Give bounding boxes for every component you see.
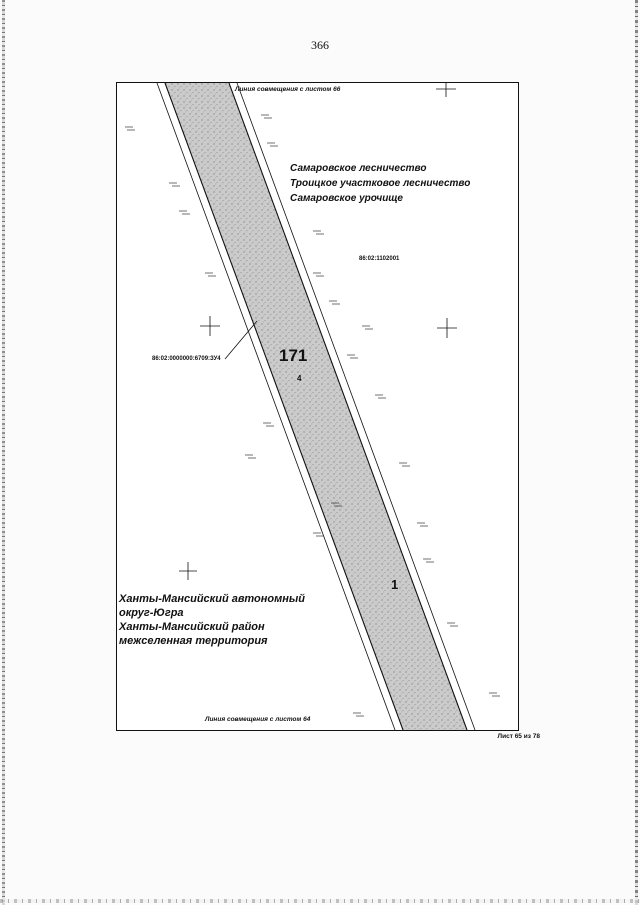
scan-edge-bottom [0, 899, 640, 903]
seam-line-bottom-label: Линия совмещения с листом 64 [205, 716, 311, 723]
sheet-info: Лист 65 из 78 [497, 733, 540, 740]
scan-edge-right [635, 0, 638, 905]
page-number: 366 [311, 38, 329, 52]
region-label [119, 592, 305, 648]
region-line: Ханты-Мансийский район [119, 621, 265, 633]
allotment-number-label: 4 [297, 374, 302, 383]
grid-cross [179, 562, 197, 580]
grid-cross [436, 83, 456, 97]
region-line: Ханты-Мансийский автономный [119, 593, 305, 605]
cadastral-block-label: 86:02:1102001 [359, 256, 400, 262]
forestry-line: Самаровское лесничество [290, 163, 427, 174]
map-frame [116, 82, 519, 731]
grid-cross [437, 318, 457, 338]
region-line: межселенная территория [119, 635, 268, 647]
scan-edge-left [2, 0, 5, 905]
grid-cross [200, 316, 220, 336]
seam-line-top-label: Линия совмещения с листом 66 [235, 86, 341, 93]
quarter-number-label: 171 [279, 346, 308, 365]
forestry-line: Самаровское урочище [290, 193, 403, 204]
forestry-label [290, 161, 470, 206]
region-line: округ-Югра [119, 607, 184, 619]
strip-number-label: 1 [391, 577, 399, 592]
forestry-line: Троицкое участковое лесничество [290, 178, 471, 189]
parcel-id-label: 86:02:0000000:6709:ЗУ4 [152, 356, 221, 362]
parcel-leader-line [225, 321, 257, 359]
